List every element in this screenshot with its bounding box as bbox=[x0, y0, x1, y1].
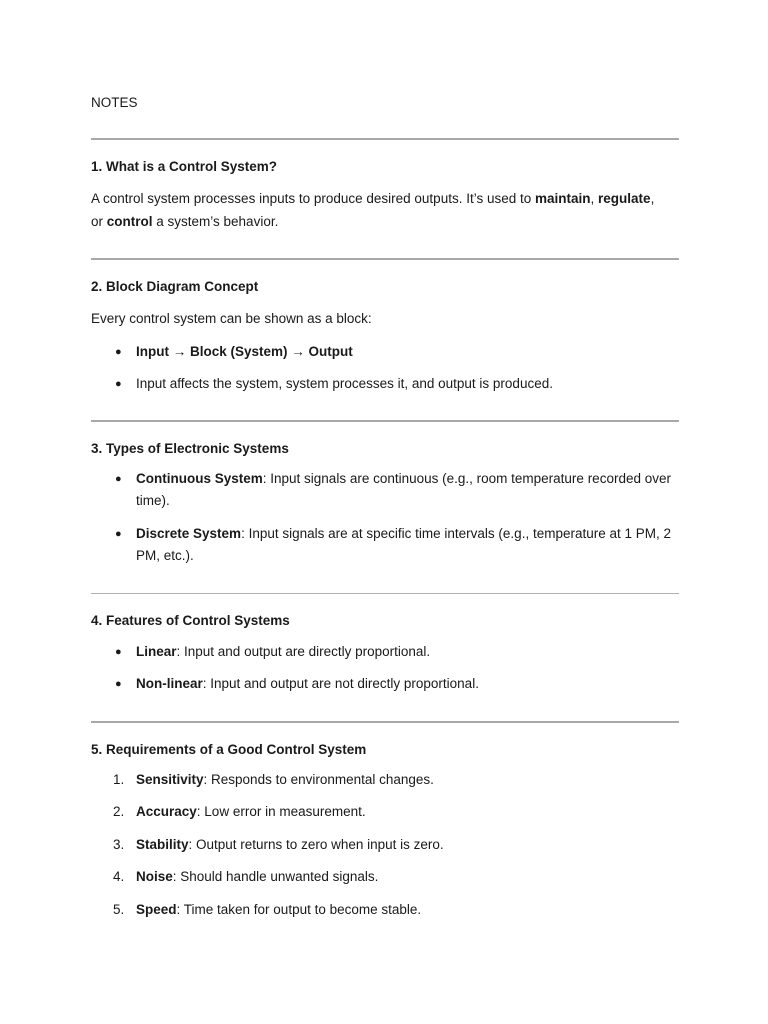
list-item: 2. Accuracy: Low error in measurement. bbox=[91, 801, 679, 824]
bullet-icon: ● bbox=[115, 378, 122, 390]
list-item: ● Discrete System: Input signals are at specific time intervals (e.g., temperature at 1 PM, 2 PM, etc.). bbox=[91, 523, 679, 568]
list-item: ● Input affects the system, system processes it, and output is produced. bbox=[91, 373, 679, 396]
list-item: 4. Noise: Should handle unwanted signals. bbox=[91, 866, 679, 889]
list-item: ● Non-linear: Input and output are not directly proportional. bbox=[91, 673, 679, 696]
section-4-list bbox=[91, 641, 679, 696]
notes-title: NOTES bbox=[91, 95, 138, 110]
list-number: 3. bbox=[113, 836, 125, 852]
section-2-intro: Every control system can be shown as a block: bbox=[91, 311, 372, 326]
bullet-icon: ● bbox=[115, 527, 122, 540]
section-2-list bbox=[91, 341, 679, 396]
bullet-icon: ● bbox=[115, 472, 122, 485]
list-item: 3. Stability: Output returns to zero when input is zero. bbox=[91, 834, 679, 857]
list-item: ● Continuous System: Input signals are continuous (e.g., room temperature recorded over time). bbox=[91, 468, 679, 513]
section-1-paragraph: A control system processes inputs to produce desired outputs. It’s used to maintain, regulate, or control a system’s behavior. bbox=[91, 191, 655, 229]
section-2-heading: 2. Block Diagram Concept bbox=[91, 279, 259, 294]
section-3-heading: 3. Types of Electronic Systems bbox=[91, 440, 289, 456]
section-1-heading: 1. What is a Control System? bbox=[91, 159, 278, 174]
section-5-list bbox=[91, 769, 679, 922]
bullet-icon: ● bbox=[115, 645, 122, 658]
list-item: 1. Sensitivity: Responds to environmental changes. bbox=[91, 769, 679, 792]
section-4-heading: 4. Features of Control Systems bbox=[91, 612, 290, 628]
bullet-icon: ● bbox=[115, 678, 122, 690]
document-content bbox=[91, 94, 679, 921]
list-item: ● Input → Block (System) → Output bbox=[91, 341, 679, 364]
section-5-heading: 5. Requirements of a Good Control System bbox=[91, 741, 367, 757]
list-number: 4. bbox=[113, 869, 125, 884]
list-item: ● Linear: Input and output are directly proportional. bbox=[91, 641, 679, 664]
bullet-icon: ● bbox=[115, 345, 122, 358]
list-item: 5. Speed: Time taken for output to become stable. bbox=[91, 899, 679, 922]
list-number: 2. bbox=[113, 804, 125, 819]
list-number: 1. bbox=[113, 771, 125, 787]
list-number: 5. bbox=[113, 901, 125, 917]
section-3-list bbox=[91, 468, 679, 568]
